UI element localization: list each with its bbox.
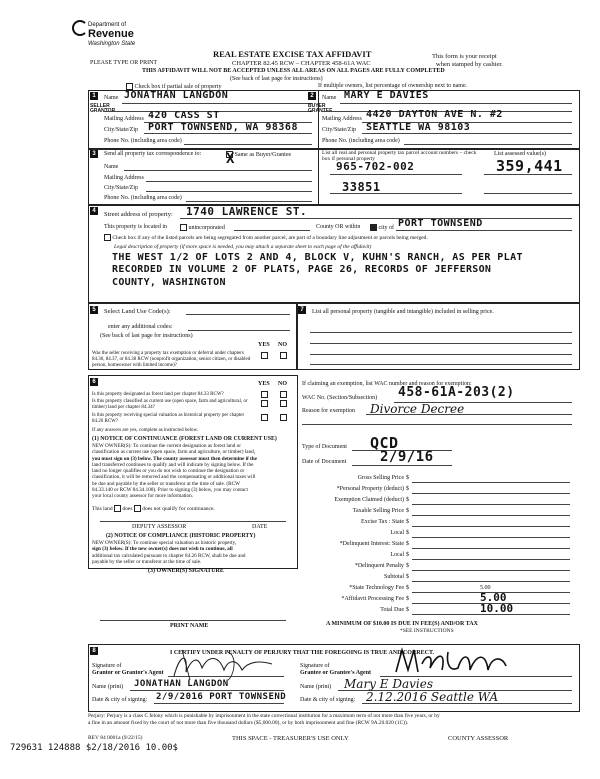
assessor-label: COUNTY ASSESSOR <box>448 735 509 742</box>
legal-line-2[interactable]: RECORDED IN VOLUME 2 OF PLATS, PAGE 26, RECORDS OF JEFFERSON <box>112 264 492 275</box>
grantee-name-label: Name (print) <box>300 684 332 690</box>
dept-line2: Revenue <box>88 28 134 40</box>
parcel-header: List all real and personal property tax parcel account numbers – check box if personal property <box>322 150 477 162</box>
unincorporated-checkbox[interactable] <box>180 224 187 231</box>
tax-row <box>300 506 576 517</box>
s6-if-yes: If any answers are yes, complete as instructed below. <box>92 428 199 433</box>
dept-line1: Department of <box>88 22 127 28</box>
s3-phone-label: Phone No. (including area code) <box>104 195 182 201</box>
reason-label: Reason for exemption <box>302 408 355 414</box>
grantor-date-city[interactable]: 2/9/2016 PORT TOWNSEND <box>156 692 287 702</box>
grantee-print-name[interactable]: Mary E Davies <box>344 677 433 691</box>
tax-value-line <box>412 493 570 494</box>
tax-value-line <box>412 537 570 538</box>
street-address[interactable]: 1740 LAWRENCE ST. <box>186 205 308 218</box>
parcel-1[interactable]: 965-702-002 <box>336 160 415 173</box>
notice2-line: NEW OWNER(S): To continue special valuation as historic property, <box>92 540 237 546</box>
section-6-number: 6 <box>90 378 98 386</box>
city-of-row <box>370 224 394 232</box>
grantee-sig-label2: Grantee or Grantee's Agent <box>300 670 372 676</box>
grantor-name-label: Name (print) <box>92 684 124 690</box>
s3-addr-label: Mailing Address <box>104 175 144 181</box>
same-as-label: Same as Buyer/Grantee <box>234 151 292 158</box>
tax-value-line <box>412 581 570 582</box>
print-note: PLEASE TYPE OR PRINT <box>90 60 158 66</box>
parcel-2[interactable]: 33851 <box>342 180 381 194</box>
s5-see-back: (See back of last page for instructions) <box>100 333 193 339</box>
grantee-signature <box>392 644 512 678</box>
tax-row <box>300 602 576 616</box>
tax-value-line <box>412 515 570 516</box>
seller-phone-label: Phone No. (including area code) <box>104 138 182 144</box>
s6-q2: Is this property classified as current use (open space, farm and agricultural, or timber) land per chapter 84.34? <box>92 399 248 410</box>
grantor-sig-label: Signature of <box>92 663 122 669</box>
doc-date[interactable]: 2/9/16 <box>380 449 434 465</box>
treasurer-label: THIS SPACE - TREASURER'S USE ONLY <box>232 735 349 742</box>
tax-value-line <box>412 482 570 483</box>
s3-name-label: Name <box>104 164 119 170</box>
buyer-side-label: BUYER GRANTEE <box>308 103 333 114</box>
s6-q2-no-checkbox[interactable] <box>280 400 287 407</box>
buyer-city[interactable]: SEATTLE WA 98103 <box>366 122 471 133</box>
notice2-title: (2) NOTICE OF COMPLIANCE (HISTORIC PROPERTY) <box>106 533 256 539</box>
owner-sig-label: (3) OWNER(S) SIGNATURE <box>148 568 224 574</box>
section-8-number: 8 <box>90 647 98 655</box>
notice2-line: additional tax calculated pursuant to chapter 84.26 RCW, shall be due and <box>92 552 246 559</box>
doc-type-label: Type of Document <box>302 444 347 450</box>
does-not-label: does not qualify for continuance. <box>142 505 215 512</box>
tax-dollar: $ <box>406 497 409 503</box>
seller-address[interactable]: 420 CASS ST <box>148 110 220 121</box>
tax-row <box>300 517 576 528</box>
receipt-note: This form is your receipt <box>432 53 497 60</box>
section-2-number: 2 <box>308 92 316 100</box>
logo-mark-icon <box>72 20 88 36</box>
tax-row-label: Local <box>390 530 404 536</box>
print-name-label: PRINT NAME <box>170 623 209 629</box>
grantor-date-label: Date & city of signing: <box>92 697 148 703</box>
send-label: Send all property tax correspondence to: <box>104 151 202 157</box>
tax-row-value[interactable]: 5.00 <box>480 585 491 591</box>
grantee-date-label: Date & city of signing: <box>300 697 356 703</box>
tax-dollar: $ <box>406 541 409 547</box>
deputy-label: DEPUTY ASSESSOR <box>132 524 187 530</box>
grantee-date-city[interactable]: 2.12.2016 Seattle WA <box>366 690 499 704</box>
buyer-addr-label: Mailing Address <box>322 116 362 122</box>
tax-row-label: Subtotal <box>383 574 404 580</box>
tax-row-label: *Personal Property (deduct) <box>336 486 404 492</box>
segregated-label: Check box if any of the listed parcels are being segregated from another parcel, are part of a boundary line adjustment or parcels being merged. <box>112 234 428 241</box>
s6-q1: Is this property designated as forest land per chapter 84.33 RCW? <box>92 392 224 397</box>
notice1-text <box>92 443 257 500</box>
tax-dollar: $ <box>406 607 409 613</box>
assessed-1[interactable]: 359,441 <box>496 157 563 175</box>
s6-q1-yes-checkbox[interactable] <box>261 391 268 398</box>
same-as-check: X <box>226 151 235 167</box>
buyer-city-label: City/State/Zip <box>322 127 356 133</box>
tax-row-value[interactable]: 10.00 <box>480 602 514 615</box>
s5-q1-no-checkbox[interactable] <box>280 352 287 359</box>
unincorporated-row <box>180 224 225 232</box>
section-7-number: 7 <box>298 306 306 314</box>
perjury-text <box>88 713 440 727</box>
tax-row-label: *Delinquent Interest: State <box>339 541 404 547</box>
s5-q1: Was the seller receiving a property tax exemption or deferral under chapters 84.36, 84.37, or 84.38 RCW (nonprofit organization, senior citizen, or disabled person, homeowner with limited income)? <box>92 351 251 368</box>
seller-name[interactable]: JONATHAN LANGDON <box>124 90 229 101</box>
tax-row <box>300 473 576 484</box>
s6-no: NO <box>278 381 287 387</box>
partial-sale-label: Check box if partial sale of property <box>134 83 222 90</box>
tax-row-value[interactable]: 5.00 <box>480 591 507 604</box>
notice1-line: NEW OWNER(S): To continue the current designation as forest land or <box>92 443 241 449</box>
exemption-reason[interactable]: Divorce Decree <box>370 402 465 416</box>
continuance-row <box>92 505 215 513</box>
doc-type[interactable]: QCD <box>370 434 399 452</box>
property-city[interactable]: PORT TOWNSEND <box>398 218 483 229</box>
land-use-label: Select Land Use Code(s): <box>104 308 171 315</box>
tax-row <box>300 528 576 539</box>
tax-value-line <box>412 559 570 560</box>
segregated-checkbox[interactable] <box>104 234 111 241</box>
tax-row-label: Exemption Claimed (deduct) <box>334 497 404 503</box>
tax-dollar: $ <box>406 563 409 569</box>
tax-dollar: $ <box>406 508 409 514</box>
buyer-address[interactable]: 4420 DAYTON AVE N. #2 <box>366 109 503 120</box>
notice1-line: land no longer qualifies or you do not wish to continue the designation or <box>92 468 245 475</box>
tax-dollar: $ <box>406 585 409 591</box>
doc-date-label: Date of Document <box>302 459 347 465</box>
perjury-line: a fine in an amount fixed by the court of not more than five thousand dollars ($5,000.00), or by both imprisonment and fine (RCW 9A.20.020 (1C)). <box>88 720 409 726</box>
tax-row-label: Local <box>390 552 404 558</box>
seller-city-label: City/State/Zip <box>104 127 138 133</box>
tax-row <box>300 572 576 583</box>
partial-sale-checkbox[interactable] <box>126 83 133 90</box>
dept-line3: Washington State <box>88 41 136 47</box>
s5-no: NO <box>278 342 287 348</box>
grantor-print-name[interactable]: JONATHAN LANGDON <box>134 679 229 689</box>
notice1-line: be due and payable by the seller or transferor at the time of sale. (RCW <box>92 480 240 487</box>
notice2-line: payable by the seller or transferor at the time of sale. <box>92 558 202 565</box>
tax-row <box>300 539 576 550</box>
tax-dollar: $ <box>406 574 409 580</box>
s6-q3-yes-checkbox[interactable] <box>261 414 268 421</box>
tax-row-label: *Affidavit Processing Fee <box>341 596 404 602</box>
notice1-line: classification, it will be removed and the compensating or additional taxes will <box>92 474 256 481</box>
minimum-note: A MINIMUM OF $10.00 IS DUE IN FEE(S) AND/OR TAX <box>326 621 478 627</box>
tax-value-line <box>412 570 570 571</box>
section-5-number: 5 <box>90 306 98 314</box>
form-title: REAL ESTATE EXCISE TAX AFFIDAVIT <box>213 49 372 59</box>
section-1-number: 1 <box>90 92 98 100</box>
tax-row <box>300 495 576 506</box>
section-3-number: 3 <box>90 150 98 158</box>
tax-row <box>300 591 576 605</box>
segregated-row <box>104 234 428 242</box>
form-warning: THIS AFFIDAVIT WILL NOT BE ACCEPTED UNLESS ALL AREAS ON ALL PAGES ARE FULLY COMPLETED <box>142 68 445 74</box>
multiple-owners-note: If multiple owners, list percentage of ownership next to name. <box>318 83 468 89</box>
section-4-number: 4 <box>90 207 98 215</box>
tax-dollar: $ <box>406 596 409 602</box>
s6-q3-no-checkbox[interactable] <box>280 414 287 421</box>
notice1-line: your local county assessor for more information. <box>92 493 193 500</box>
tax-row <box>300 561 576 572</box>
seller-name-label: Name <box>104 95 119 101</box>
s6-q1-no-checkbox[interactable] <box>280 391 287 398</box>
wac-label: WAC No. (Section/Subsection) <box>302 395 378 401</box>
notice1-title: (1) NOTICE OF CONTINUANCE (FOREST LAND OR CURRENT USE) <box>92 436 277 442</box>
same-as-row <box>226 151 291 159</box>
notice1-line: 84.33.140 or RCW 84.34.108). Prior to signing (3) below, you may contact <box>92 487 248 494</box>
street-label: Street address of property: <box>104 211 173 218</box>
exemption-claim-label: If claiming an exemption, list WAC number and reason for exemption: <box>302 381 472 387</box>
cashier-stamp: 729631 124888 $2/18/2016 10.00$ <box>10 743 178 753</box>
personal-property-label: List all personal property (tangible and intangible) included in selling price. <box>312 309 494 315</box>
seller-city[interactable]: PORT TOWNSEND, WA 98368 <box>148 122 298 133</box>
receipt-note2: when stamped by cashier. <box>436 61 503 68</box>
assessed-header: List assessed value(s) <box>494 151 546 157</box>
does-label: does <box>122 505 133 512</box>
city-of-label: city of <box>378 224 394 231</box>
see-instructions: *SEE INSTRUCTIONS <box>400 628 454 634</box>
tax-row-label: Taxable Selling Price <box>352 508 404 514</box>
perjury-line: Perjury: Perjury is a class C felony which is punishable by imprisonment in the state correctional institution for a maximum term of not more than five years, or by <box>88 713 440 719</box>
s5-yes: YES <box>258 342 270 348</box>
land-label: This land <box>92 505 113 512</box>
tax-dollar: $ <box>406 519 409 525</box>
notice1-line: classification as current use (open space, farm and agriculture, or timber) land, <box>92 449 256 456</box>
legal-line-1[interactable]: THE WEST 1/2 OF LOTS 2 AND 4, BLOCK V, KUHN'S RANCH, AS PER PLAT <box>112 252 523 263</box>
seller-addr-label: Mailing Address <box>104 116 144 122</box>
tax-dollar: $ <box>406 486 409 492</box>
grantor-signature <box>168 646 278 682</box>
wac-number[interactable]: 458-61A-203(2) <box>398 385 515 400</box>
tax-row-label: Gross Selling Price <box>357 475 404 481</box>
does-not-checkbox[interactable] <box>134 505 141 512</box>
grantee-sig-label: Signature of <box>300 663 330 669</box>
form-chapter: CHAPTER 82.45 RCW – CHAPTER 458-61A WAC <box>232 60 371 67</box>
notice2-text <box>92 540 246 565</box>
s6-q3: Is this property receiving special valuation as historical property per chapter 84.26 RCW? <box>92 413 245 424</box>
tax-row-label: *Delinquent Penalty <box>354 563 404 569</box>
tax-row-label: *State Technology Fee <box>349 585 404 591</box>
tax-value-line <box>412 548 570 549</box>
does-checkbox[interactable] <box>114 505 121 512</box>
additional-codes-label: enter any additional codes: <box>108 324 173 330</box>
s3-city-label: City/State/Zip <box>104 185 138 191</box>
dor-logo <box>72 20 152 56</box>
s6-yes: YES <box>258 381 270 387</box>
tax-dollar: $ <box>406 475 409 481</box>
seller-side-label: SELLER GRANTOR <box>90 103 116 114</box>
divider <box>318 90 319 148</box>
tax-row <box>300 484 576 495</box>
buyer-name-label: Name <box>322 95 337 101</box>
tax-row-label: Total Due <box>380 607 404 613</box>
certify-text: I CERTIFY UNDER PENALTY OF PERJURY THAT THE FOREGOING IS TRUE AND CORRECT. <box>170 650 435 656</box>
unincorporated-label: unincorporated <box>188 224 225 231</box>
tax-row <box>300 550 576 561</box>
grantor-sig-label2: Grantor or Grantor's Agent <box>92 670 164 676</box>
notice1-line: you must sign on (3) below. The county assessor must then determine if the <box>92 455 257 462</box>
tax-row <box>300 583 576 594</box>
legal-line-3[interactable]: COUNTY, WASHINGTON <box>112 277 226 288</box>
tax-value-line <box>412 504 570 505</box>
county-text: County OR within <box>316 224 361 230</box>
back-instructions: (See back of last page for instructions) <box>230 76 323 82</box>
deputy-date-label: DATE <box>252 524 268 530</box>
buyer-name[interactable]: MARY E DAVIES <box>344 90 429 101</box>
tax-value-line <box>412 526 570 527</box>
tax-dollar: $ <box>406 552 409 558</box>
buyer-phone-label: Phone No. (including area code) <box>322 138 400 144</box>
rev-number: REV 84 0001a (9/22/15) <box>88 735 143 741</box>
tax-row-label: Excise Tax : State <box>361 519 404 525</box>
tax-dollar: $ <box>406 530 409 536</box>
city-of-checkbox[interactable] <box>370 224 377 231</box>
s5-q1-yes-checkbox[interactable] <box>261 352 268 359</box>
notice2-line: sign (3) below. If the new owner(s) does not wish to continue, all <box>92 546 233 553</box>
legal-label: Legal description of property (if more space is needed, you may attach a separate sheet to each page of the affidavit) <box>114 244 372 250</box>
s6-q2-yes-checkbox[interactable] <box>261 400 268 407</box>
location-text: This property is located in <box>104 224 167 230</box>
notice1-line: land transferred continues to qualify and will indicate by signing below. If the <box>92 461 254 468</box>
